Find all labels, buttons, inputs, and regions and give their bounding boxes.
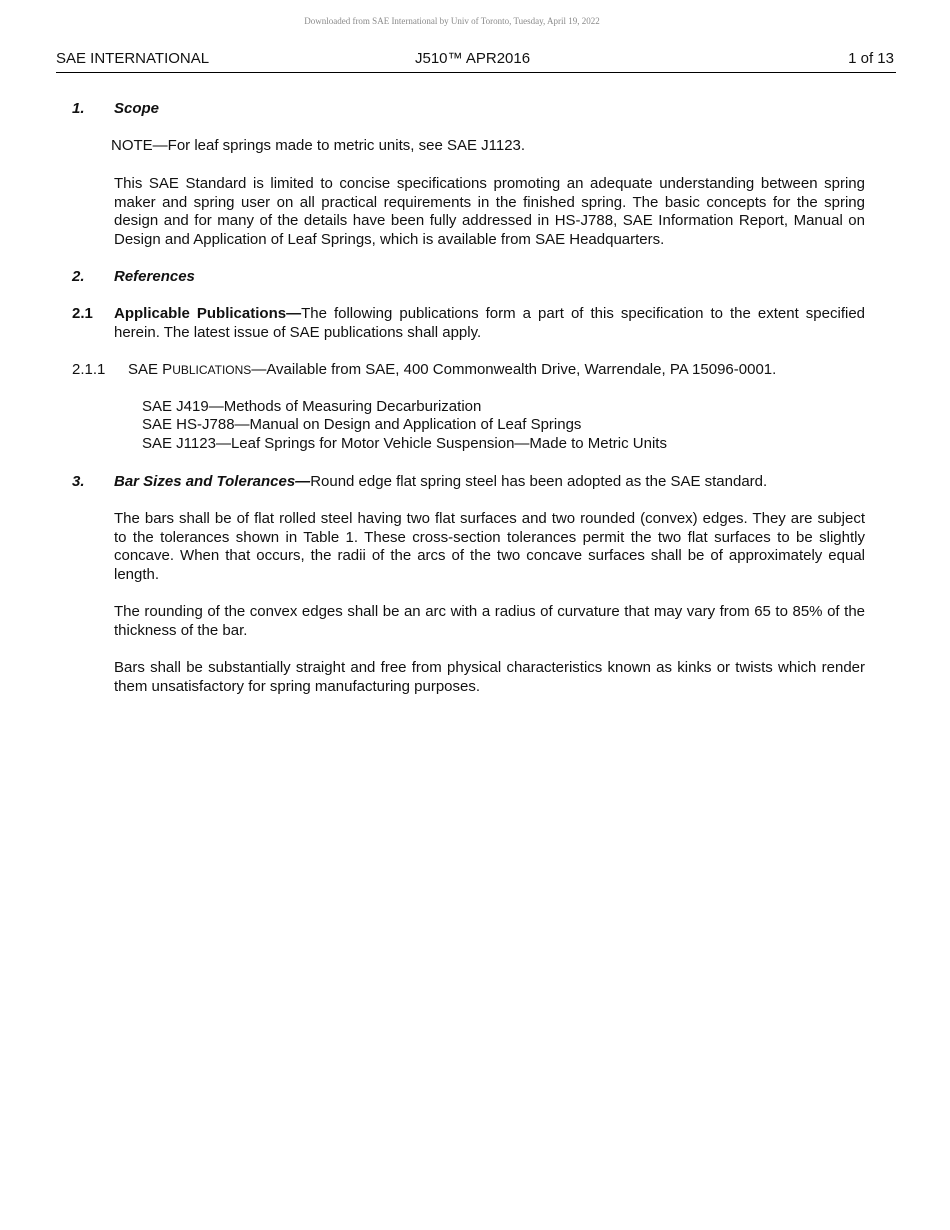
- section-title-part2: UBLICATIONS: [172, 363, 252, 377]
- section-number: 2.: [72, 268, 85, 285]
- section-title: Applicable Publications—: [114, 305, 302, 322]
- section-3-paragraph: Bars shall be substantially straight and free from physical characteristics known as kinks or twists which render them unsatisfactory for spring manufacturing purposes.: [114, 659, 865, 695]
- section-2-1-paragraph: [114, 305, 865, 342]
- section-3-lead: [114, 473, 767, 491]
- header-document-id: J510™ APR2016: [415, 50, 531, 67]
- section-number: 1.: [72, 100, 85, 117]
- section-title: Scope: [114, 100, 160, 117]
- scope-paragraph: This SAE Standard is limited to concise specifications promoting an adequate understanding between spring maker and spring user on all practical requirements in the finished spring. The basic concepts for the spring design and for many of the details have been fully addressed in HS-J788, SAE Information Report, Manual on Design and Application of Leaf Springs, which is available from SAE Headquarters.: [114, 175, 865, 248]
- section-title: Bar Sizes and Tolerances—: [114, 473, 311, 490]
- section-2-1-1-number: 2.1.1: [72, 361, 106, 378]
- section-text: The following publications form a part of this specification to the extent specified herein. The latest issue of SAE publications shall apply.: [114, 305, 866, 341]
- section-number: 2.1: [72, 305, 93, 322]
- publication-item: SAE HS-J788—Manual on Design and Application of Leaf Springs: [142, 416, 582, 433]
- scope-note: NOTE—For leaf springs made to metric units, see SAE J1123.: [111, 137, 526, 154]
- section-text: Round edge flat spring steel has been adopted as the SAE standard.: [310, 473, 768, 490]
- section-title-part1: SAE P: [128, 361, 173, 378]
- section-3-paragraph: The bars shall be of flat rolled steel having two flat surfaces and two rounded (convex) edges. They are subject to the tolerances shown in Table 1. These cross-section tolerances permit the two flat surfaces to be slightly concave. When that occurs, the radii of the arcs of the two concave surfaces shall be of approximately equal length.: [114, 510, 865, 583]
- section-3-paragraph: The rounding of the convex edges shall be an arc with a radius of curvature that may vary from 65 to 85% of the thickness of the bar.: [114, 603, 865, 639]
- section-text: —Available from SAE, 400 Commonwealth Drive, Warrendale, PA 15096-0001.: [251, 361, 777, 378]
- section-number: 3.: [72, 473, 85, 490]
- page-header: [56, 50, 896, 73]
- section-2-1-1-line: [128, 361, 776, 379]
- header-organization: SAE INTERNATIONAL: [56, 50, 210, 67]
- header-page-number: 1 of 13: [848, 50, 894, 67]
- publication-item: SAE J1123—Leaf Springs for Motor Vehicle Suspension—Made to Metric Units: [142, 435, 667, 452]
- download-watermark: Downloaded from SAE International by Univ of Toronto, Tuesday, April 19, 2022: [304, 16, 600, 26]
- section-title: References: [114, 268, 195, 285]
- publication-item: SAE J419—Methods of Measuring Decarburization: [142, 398, 482, 415]
